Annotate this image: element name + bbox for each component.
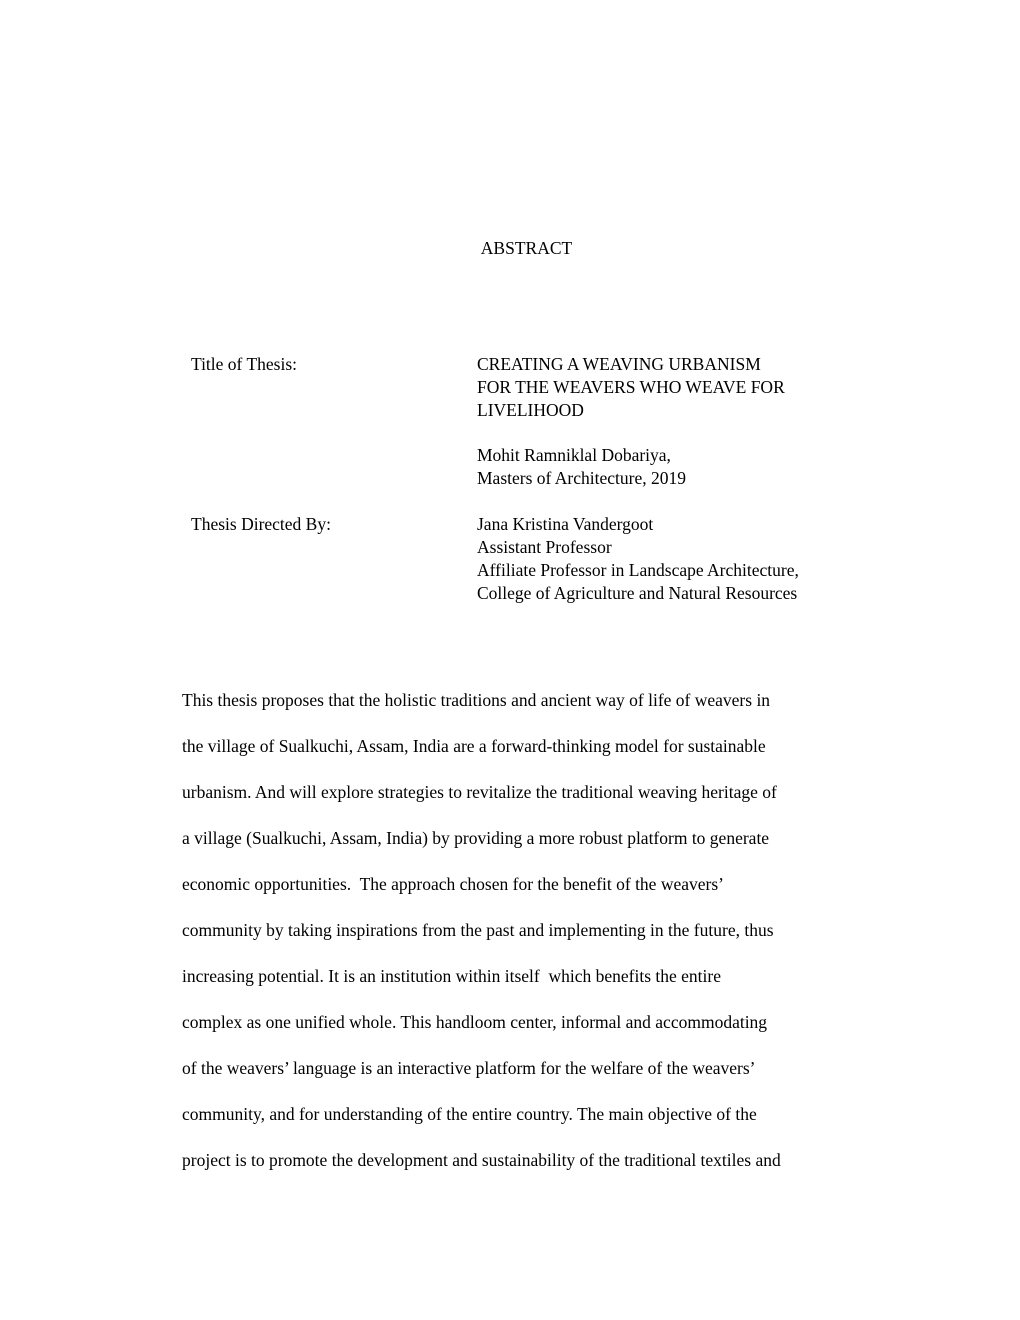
degree-year: Masters of Architecture, 2019 xyxy=(477,468,686,488)
thesis-title-line: CREATING A WEAVING URBANISM xyxy=(477,354,761,374)
thesis-directed-by-label: Thesis Directed By: xyxy=(191,514,331,534)
abstract-line: increasing potential. It is an institution within itself which benefits the entire xyxy=(182,966,721,986)
abstract-line: urbanism. And will explore strategies to revitalize the traditional weaving heritage of xyxy=(182,782,777,802)
thesis-title-line: FOR THE WEAVERS WHO WEAVE FOR xyxy=(477,377,785,397)
abstract-line: the village of Sualkuchi, Assam, India are a forward-thinking model for sustainable xyxy=(182,736,766,756)
abstract-body xyxy=(182,677,882,1183)
director-affiliation: Affiliate Professor in Landscape Architecture, xyxy=(477,560,799,580)
page-heading: ABSTRACT xyxy=(480,238,573,258)
abstract-line: project is to promote the development and sustainability of the traditional textiles and xyxy=(182,1150,781,1170)
title-of-thesis-label: Title of Thesis: xyxy=(191,354,297,374)
abstract-line: a village (Sualkuchi, Assam, India) by providing a more robust platform to generate xyxy=(182,828,770,848)
abstract-line: community, and for understanding of the entire country. The main objective of the xyxy=(182,1104,757,1124)
director-college: College of Agriculture and Natural Resources xyxy=(477,583,798,603)
thesis-title xyxy=(477,353,785,422)
abstract-line: of the weavers’ language is an interactive platform for the welfare of the weavers’ xyxy=(182,1058,756,1078)
abstract-line: complex as one unified whole. This handloom center, informal and accommodating xyxy=(182,1012,768,1032)
thesis-title-line: LIVELIHOOD xyxy=(477,400,584,420)
abstract-line: This thesis proposes that the holistic traditions and ancient way of life of weavers in xyxy=(182,690,771,710)
director-title: Assistant Professor xyxy=(477,537,612,557)
director-info xyxy=(477,513,799,605)
abstract-line: economic opportunities. The approach chosen for the benefit of the weavers’ xyxy=(182,874,724,894)
author-name: Mohit Ramniklal Dobariya, xyxy=(477,445,671,465)
author-info xyxy=(477,444,686,490)
abstract-line: community by taking inspirations from the past and implementing in the future, thus xyxy=(182,920,774,940)
director-name: Jana Kristina Vandergoot xyxy=(477,514,654,534)
